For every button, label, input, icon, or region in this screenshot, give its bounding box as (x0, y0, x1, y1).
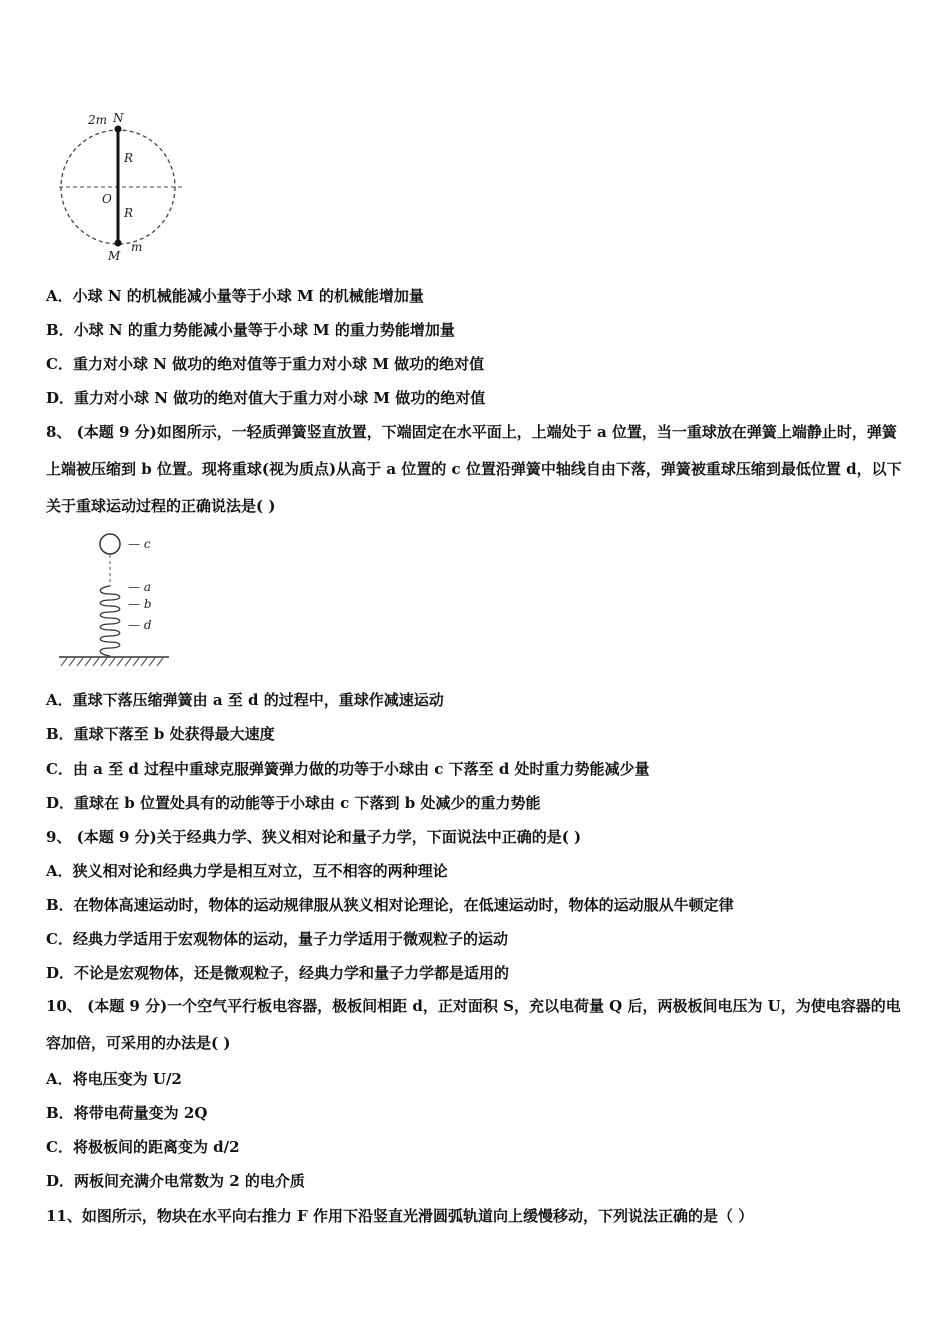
q10-stem: 10、 (本题 9 分)一个空气平行板电容器，极板间相距 d，正对面积 S，充以电荷量 Q 后，两极板间电压为 U，为使电容器的电容加倍，可采用的办法是( ) (46, 997, 901, 1052)
q7-option-a: A．小球 N 的机械能减小量等于小球 M 的机械能增加量 (46, 287, 424, 305)
q8-option-b: B．重球下落至 b 处获得最大速度 (46, 725, 275, 743)
q10-option-b: B．将带电荷量变为 2Q (46, 1104, 208, 1122)
label-R-top: R (124, 151, 134, 165)
ball-M (115, 240, 122, 247)
q10-option-d: D．两板间充满介电常数为 2 的电介质 (46, 1172, 305, 1190)
q8-option-a: A．重球下落压缩弹簧由 a 至 d 的过程中，重球作减速运动 (46, 691, 444, 709)
q10-option-c: C．将极板间的距离变为 d/2 (46, 1138, 240, 1156)
q8-option-c: C．由 a 至 d 过程中重球克服弹簧弹力做的功等于小球由 c 下落至 d 处时重力势能减少量 (46, 760, 650, 778)
q9-option-b: B．在物体高速运动时，物体的运动规律服从狭义相对论理论，在低速运动时，物体的运动服从牛顿定律 (46, 896, 734, 914)
figure-circle-rod (55, 108, 190, 268)
q8-stem: 8、 (本题 9 分)如图所示，一轻质弹簧竖直放置，下端固定在水平面上，上端处于 a 位置，当一重球放在弹簧上端静止时，弹簧上端被压缩到 b 位置。现将重球(视为质点)从高于 a 位置的 c 位置沿弹簧中轴线自由下落，弹簧被重球压缩到最低位置 d，以下关于重球运动过程的正确说法是( ) (46, 423, 902, 515)
label-O: O (102, 192, 112, 206)
q11-stem: 11、如图所示，物块在水平向右推力 F 作用下沿竖直光滑圆弧轨道向上缓慢移动，下列说法正确的是（ ） (46, 1207, 754, 1225)
q7-option-c: C．重力对小球 N 做功的绝对值等于重力对小球 M 做功的绝对值 (46, 355, 485, 373)
ground-hatching (61, 658, 163, 666)
label-d: — d (128, 618, 152, 632)
label-R-bottom: R (124, 206, 134, 220)
q9-option-d: D．不论是宏观物体，还是微观粒子，经典力学和量子力学都是适用的 (46, 964, 510, 982)
q9-stem: 9、 (本题 9 分)关于经典力学、狭义相对论和量子力学，下面说法中正确的是( ) (46, 828, 582, 846)
label-N: N (113, 111, 124, 125)
ball-N (115, 126, 122, 133)
label-b: — b (128, 597, 152, 611)
label-M: M (108, 249, 121, 263)
q7-option-b: B．小球 N 的重力势能减小量等于小球 M 的重力势能增加量 (46, 321, 455, 339)
heavy-ball (100, 534, 120, 554)
q9-option-a: A．狭义相对论和经典力学是相互对立，互不相容的两种理论 (46, 862, 448, 880)
q10-option-a: A．将电压变为 U/2 (46, 1070, 182, 1088)
spring-coil (100, 586, 120, 656)
q8-option-d: D．重球在 b 位置处具有的动能等于小球由 c 下落到 b 处减少的重力势能 (46, 794, 541, 812)
figure-spring (55, 530, 185, 670)
label-m: m (131, 240, 143, 254)
label-c: — c (128, 537, 151, 551)
label-a: — a (128, 580, 151, 594)
q9-option-c: C．经典力学适用于宏观物体的运动，量子力学适用于微观粒子的运动 (46, 930, 508, 948)
label-2m: 2m (88, 113, 108, 127)
q7-option-d: D．重力对小球 N 做功的绝对值大于重力对小球 M 做功的绝对值 (46, 389, 486, 407)
